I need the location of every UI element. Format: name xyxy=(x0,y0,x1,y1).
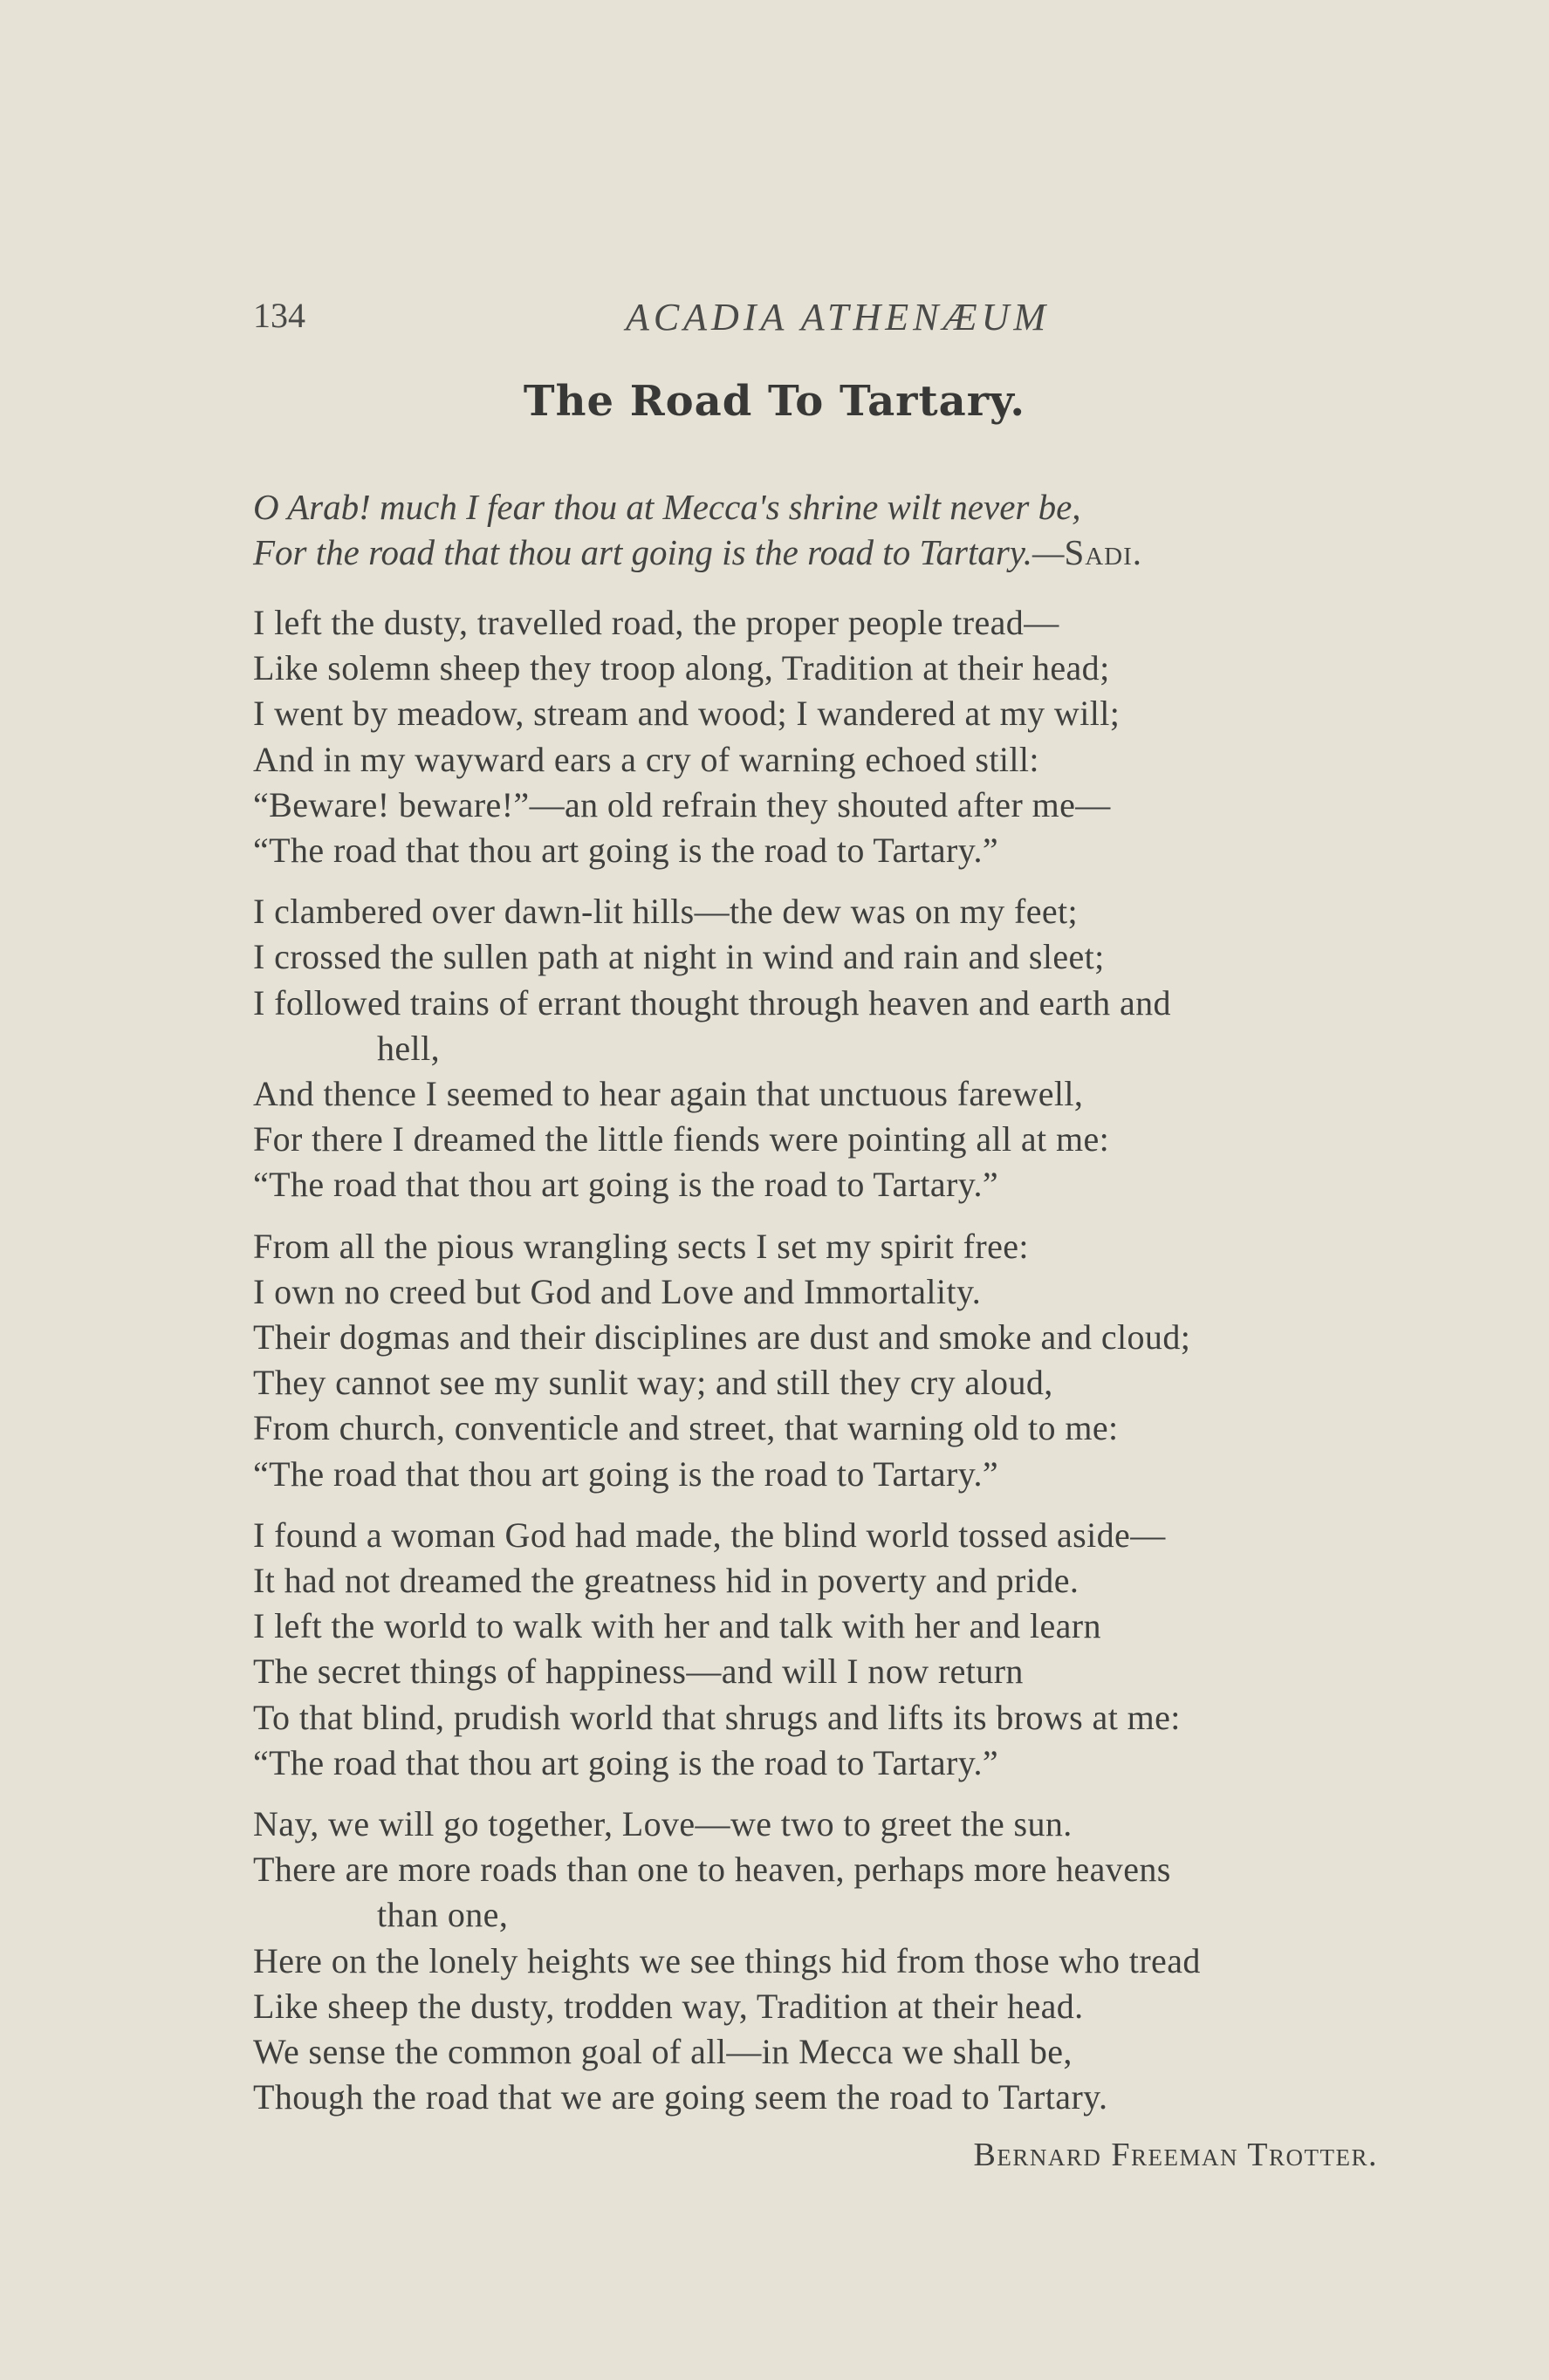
verse-line: “The road that thou art going is the road to Tartary.” xyxy=(253,831,999,871)
stanza xyxy=(253,1513,1457,1786)
verse-line: We sense the common goal of all—in Mecca we shall be, xyxy=(253,2032,1073,2072)
verse-line: It had not dreamed the greatness hid in poverty and pride. xyxy=(253,1561,1080,1601)
epigraph-line-text: For the road that thou art going is the road to Tartary.— xyxy=(253,532,1065,572)
verse-line: And thence I seemed to hear again that unctuous farewell, xyxy=(253,1074,1084,1114)
verse-line: I went by meadow, stream and wood; I wandered at my will; xyxy=(253,694,1121,734)
epigraph xyxy=(253,484,1440,575)
verse-line: To that blind, prudish world that shrugs and lifts its brows at me: xyxy=(253,1697,1181,1737)
verse-line: I left the world to walk with her and talk with her and learn xyxy=(253,1606,1101,1646)
verse-line: From church, conventicle and street, that warning old to me: xyxy=(253,1408,1119,1448)
verse-line: “Beware! beware!”—an old refrain they shouted after me— xyxy=(253,784,1111,824)
verse-line: I found a woman God had made, the blind world tossed aside— xyxy=(253,1515,1166,1555)
poem-body xyxy=(253,600,1457,2137)
verse-line: And in my wayward ears a cry of warning echoed still: xyxy=(253,739,1039,779)
poem-title: The Road To Tartary. xyxy=(523,377,1026,426)
verse-line: I left the dusty, travelled road, the proper people tread— xyxy=(253,603,1059,642)
verse-line: They cannot see my sunlit way; and still they cry aloud, xyxy=(253,1363,1053,1403)
verse-line: I own no creed but God and Love and Immortality. xyxy=(253,1271,982,1311)
verse-line: The secret things of happiness—and will I now return xyxy=(253,1652,1024,1692)
epigraph-line xyxy=(253,530,1440,575)
verse-line: “The road that thou art going is the road to Tartary.” xyxy=(253,1165,999,1205)
verse-line: From all the pious wrangling sects I set my spirit free: xyxy=(253,1226,1029,1266)
verse-line: “The road that thou art going is the road to Tartary.” xyxy=(253,1453,999,1494)
verse-line: Nay, we will go together, Love—we two to greet the sun. xyxy=(253,1804,1073,1844)
epigraph-attribution: Sadi. xyxy=(1064,532,1143,572)
verse-line: Like sheep the dusty, trodden way, Tradition at their head. xyxy=(253,1986,1084,2026)
stanza xyxy=(253,889,1457,1207)
verse-line: I clambered over dawn-lit hills—the dew was on my feet; xyxy=(253,892,1079,932)
verse-line-continuation: hell, xyxy=(377,1028,440,1068)
journal-title: ACADIA ATHENÆUM xyxy=(625,296,1051,339)
verse-line: Here on the lonely heights we see things hid from those who tread xyxy=(253,1940,1201,1980)
verse-line: “The road that thou art going is the road to Tartary.” xyxy=(253,1742,999,1782)
stanza xyxy=(253,1224,1457,1497)
verse-line: I followed trains of errant thought through heaven and earth and xyxy=(253,982,1171,1022)
verse-line-continuation: than one, xyxy=(377,1895,509,1935)
verse-line: I crossed the sullen path at night in wind and rain and sleet; xyxy=(253,937,1105,977)
stanza xyxy=(253,1802,1457,2120)
verse-line: There are more roads than one to heaven, perhaps more heavens xyxy=(253,1850,1171,1890)
verse-line: For there I dreamed the little fiends were pointing all at me: xyxy=(253,1119,1110,1159)
verse-line: Though the road that we are going seem the road to Tartary. xyxy=(253,2077,1108,2117)
epigraph-line: O Arab! much I fear thou at Mecca's shrine wilt never be, xyxy=(253,487,1081,527)
verse-line: Like solemn sheep they troop along, Tradition at their head; xyxy=(253,648,1110,688)
verse-line: Their dogmas and their disciplines are dust and smoke and cloud; xyxy=(253,1317,1191,1358)
running-head xyxy=(253,295,1422,347)
stanza xyxy=(253,600,1457,873)
page-number: 134 xyxy=(253,296,305,335)
author-signature: Bernard Freeman Trotter. xyxy=(973,2137,1378,2173)
